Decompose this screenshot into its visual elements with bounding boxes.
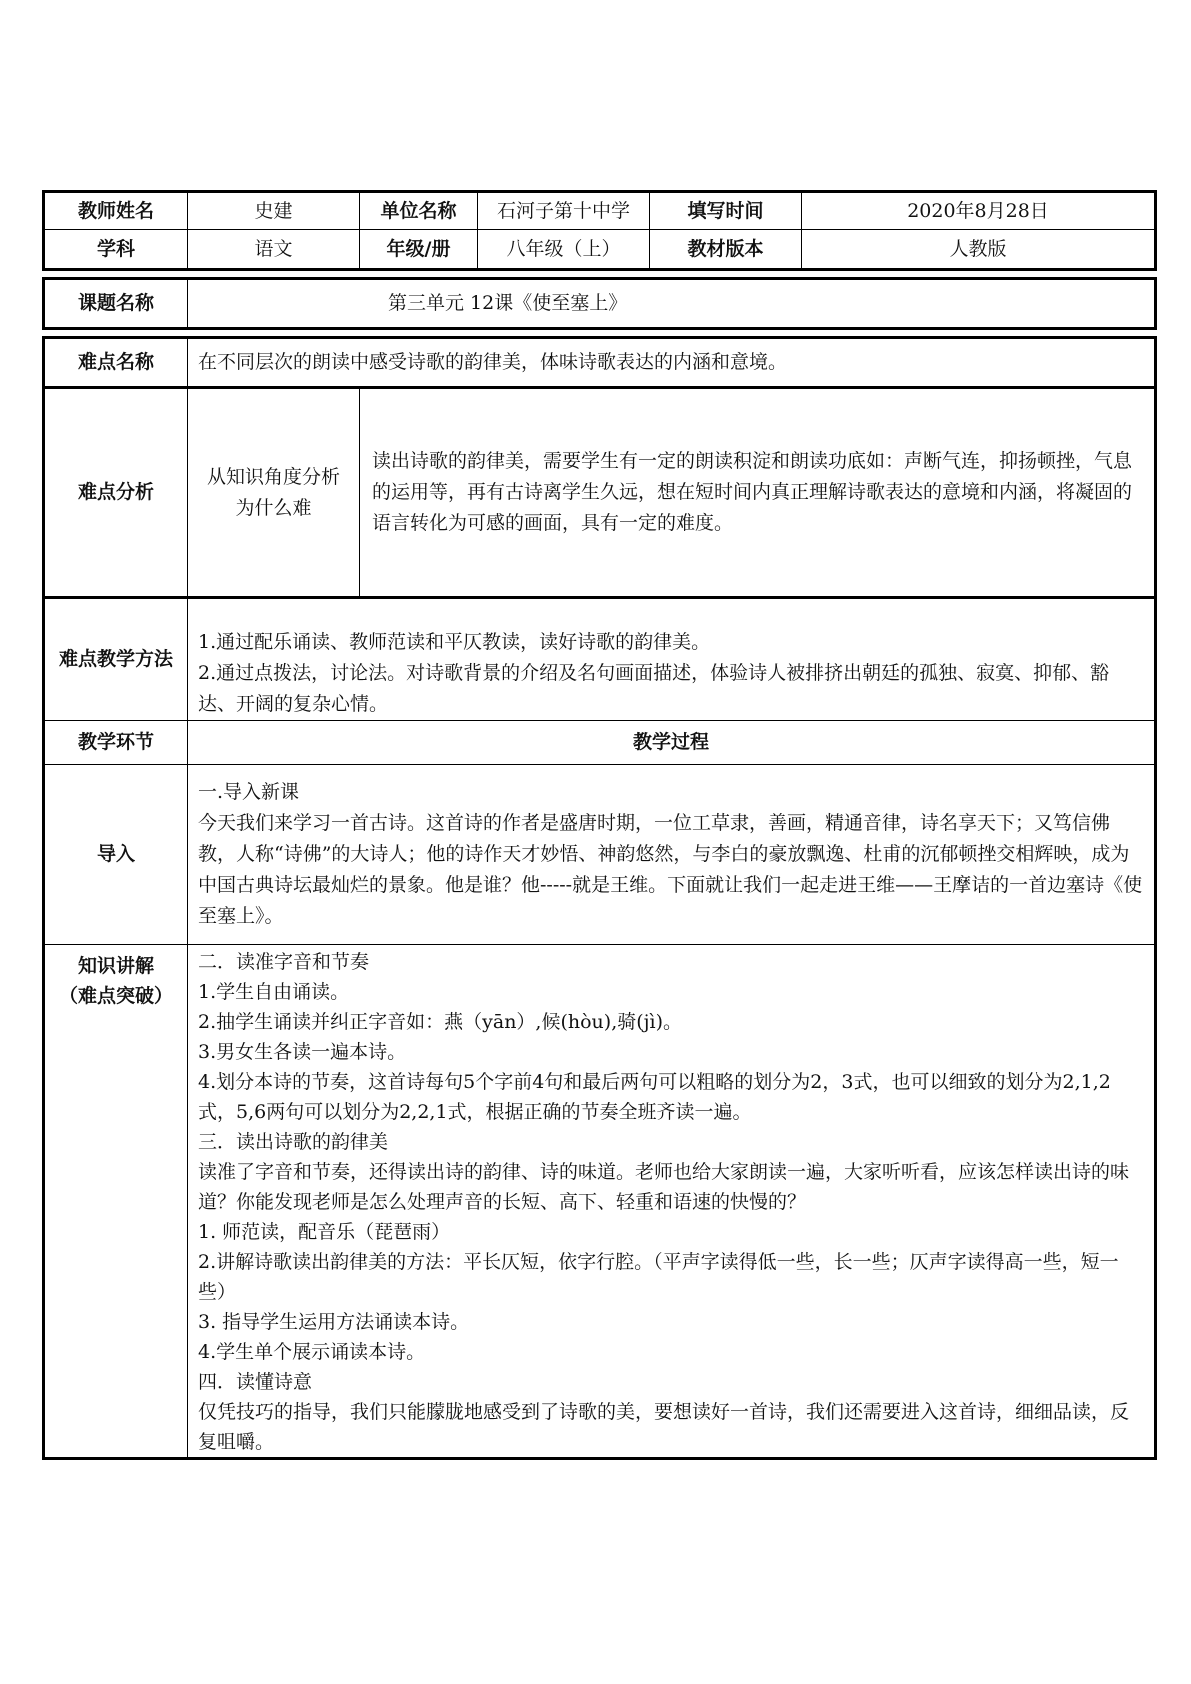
method-line: 1.通过配乐诵读、教师范读和平仄教读，读好诗歌的韵律美。 [198, 631, 711, 653]
lesson-plan-table [42, 190, 1157, 1460]
intro-label: 导入 [44, 765, 188, 945]
knowledge-line: 3. 指导学生运用方法诵读本诗。 [198, 1311, 470, 1333]
knowledge-line: 4.划分本诗的节奏，这首诗每句5个字前4句和最后两句可以粗略的划分为2，3式，也可以细致的划分为2,1,2式，5,6两句可以划分为2,2,1式，根据正确的节奏全班齐读一遍。 [198, 1071, 1111, 1123]
knowledge-line: 2.抽学生诵读并纠正字音如：燕（yān）,候(hòu),骑(jì)。 [198, 1011, 683, 1033]
knowledge-line: 读准了字音和节奏，还得读出诗的韵律、诗的味道。老师也给大家朗读一遍，大家听听看，应该怎样读出诗的味道？你能发现老师是怎么处理声音的长短、高下、轻重和语速的快慢的？ [198, 1161, 1130, 1213]
edition-value: 人教版 [802, 230, 1156, 270]
process-header: 教学过程 [188, 721, 1156, 765]
unit-label: 单位名称 [360, 192, 478, 230]
knowledge-label: 知识讲解 [77, 955, 154, 977]
unit-value: 石河子第十中学 [478, 192, 650, 230]
grade-label: 年级/册 [360, 230, 478, 270]
knowledge-line: 四．读懂诗意 [198, 1371, 313, 1393]
method-content [188, 598, 1156, 721]
analysis-value: 读出诗歌的韵律美，需要学生有一定的朗读积淀和朗读功底如：声断气连，抑扬顿挫，气息的运用等，再有古诗离学生久远，想在短时间内真正理解诗歌表达的意境和内涵，将凝固的语言转化为可感的画面，具有一定的难度。 [360, 388, 1156, 598]
knowledge-content [188, 945, 1156, 1459]
knowledge-line: 二．读准字音和节奏 [198, 951, 370, 973]
knowledge-line: 1.学生自由诵读。 [198, 981, 350, 1003]
analysis-sublabel: 从知识角度分析为什么难 [188, 388, 360, 598]
grade-value: 八年级（上） [478, 230, 650, 270]
difficulty-label: 难点名称 [44, 338, 188, 388]
method-line: 2.通过点拨法，讨论法。对诗歌背景的介绍及名句画面描述，体验诗人被排挤出朝廷的孤独、寂寞、抑郁、豁达、开阔的复杂心情。 [198, 662, 1110, 715]
intro-line: 今天我们来学习一首古诗。这首诗的作者是盛唐时期，一位工草隶，善画，精通音律，诗名享天下；又笃信佛教，人称“诗佛”的大诗人；他的诗作天才妙悟、神韵悠然，与李白的豪放飘逸、杜甫的沉郁顿挫交相辉映，成为中国古典诗坛最灿烂的景象。他是谁？他-----就是王维。下面就让我们一起走进王维——王摩诘的一首边塞诗《使至塞上》。 [198, 812, 1143, 927]
subject-label: 学科 [44, 230, 188, 270]
time-label: 填写时间 [650, 192, 802, 230]
analysis-label: 难点分析 [44, 388, 188, 598]
knowledge-line: 三．读出诗歌的韵律美 [198, 1131, 389, 1153]
knowledge-label-cell [44, 945, 188, 1459]
knowledge-line: 仅凭技巧的指导，我们只能朦胧地感受到了诗歌的美，要想读好一首诗，我们还需要进入这首诗，细细品读，反复咀嚼。 [198, 1401, 1130, 1453]
subject-value: 语文 [188, 230, 360, 270]
method-label: 难点教学方法 [44, 598, 188, 721]
topic-value: 第三单元 12课《使至塞上》 [188, 279, 1156, 329]
teacher-name-value: 史建 [188, 192, 360, 230]
time-value: 2020年8月28日 [802, 192, 1156, 230]
knowledge-line: 1. 师范读，配音乐（琵琶雨） [198, 1221, 451, 1243]
knowledge-line: 2.讲解诗歌读出韵律美的方法：平长仄短，依字行腔。（平声字读得低一些，长一些；仄声字读得高一些，短一些） [198, 1251, 1119, 1303]
knowledge-label-sub: （难点突破） [58, 985, 173, 1007]
edition-label: 教材版本 [650, 230, 802, 270]
teacher-name-label: 教师姓名 [44, 192, 188, 230]
knowledge-line: 3.男女生各读一遍本诗。 [198, 1041, 407, 1063]
knowledge-line: 4.学生单个展示诵读本诗。 [198, 1341, 426, 1363]
topic-label: 课题名称 [44, 279, 188, 329]
intro-line: 一.导入新课 [198, 781, 300, 803]
intro-content [188, 765, 1156, 945]
stage-header: 教学环节 [44, 721, 188, 765]
difficulty-value: 在不同层次的朗读中感受诗歌的韵律美，体味诗歌表达的内涵和意境。 [188, 338, 1156, 388]
